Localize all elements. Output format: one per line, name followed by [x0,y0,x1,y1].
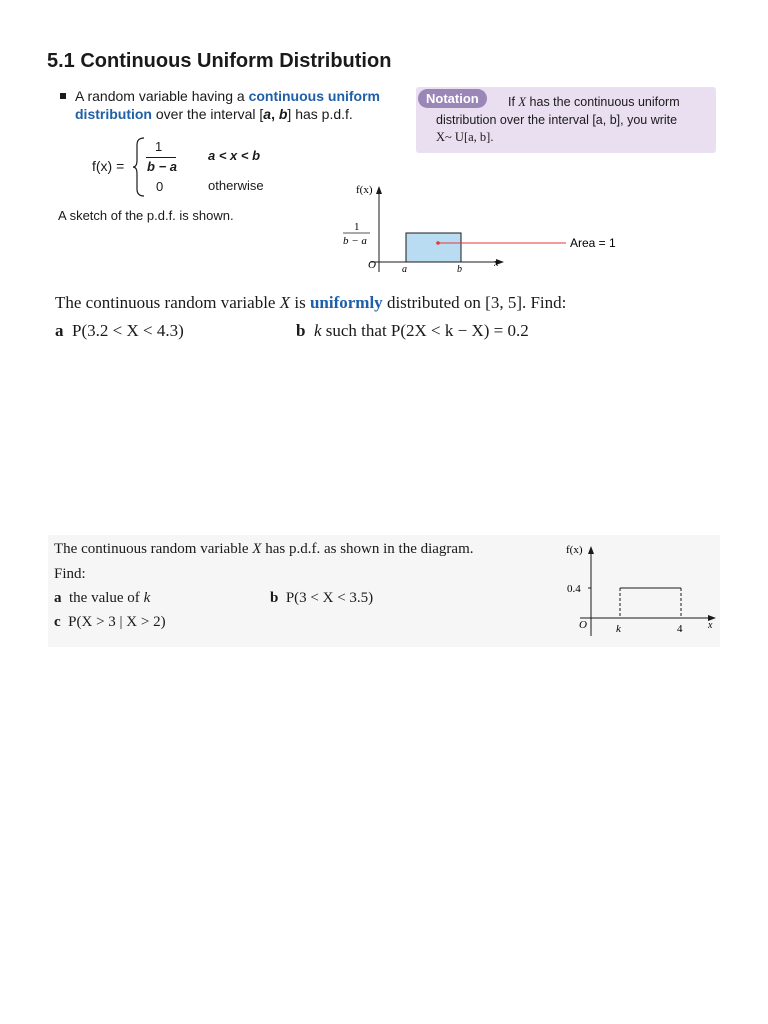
definition-line-1 [60,88,380,104]
diagram2-y-label: f(x) [566,544,583,556]
part-text: P(X > 3 | X > 2) [68,614,166,630]
section-title: 5.1 Continuous Uniform Distribution [47,50,392,72]
interval-comma: , [271,106,279,122]
diagram2-origin: O [579,619,587,631]
sketch-caption: A sketch of the p.d.f. is shown. [58,208,234,223]
pdf-fraction-bar [146,157,176,158]
question2-stem [54,541,474,558]
part-label: c [54,614,61,630]
question1-variable: X [279,293,291,312]
pdf-denominator: b − a [147,159,177,174]
bullet-icon [60,93,66,99]
notation-badge: Notation [418,89,487,108]
diagram2-height-label: 0.4 [567,583,581,595]
part-text: the value of [69,590,144,606]
question2-variable: X [252,541,262,557]
question2-find: Find: [54,566,86,582]
pdf-brace-icon [132,136,146,198]
notation-line-1 [508,95,680,110]
sketch-origin: O [368,259,376,271]
part-text: such that P(2X < k − X) = 0.2 [321,321,529,340]
definition-highlight: continuous uniform [248,88,380,104]
notation-line-3: X~ U[a, b]. [436,130,494,144]
y-axis-arrow-icon [376,186,382,194]
pdf-condition-1: a < x < b [208,148,261,163]
question2-text: has p.d.f. as shown in the diagram. [261,541,474,557]
notation-line-2: distribution over the interval [a, b], you write [436,113,678,127]
pdf-condition-2: otherwise [208,178,264,193]
uniform-pdf-sketch [330,180,630,276]
interval-b: b [278,106,288,122]
notation-box [416,87,716,153]
sketch-a-label: a [402,264,407,275]
part-variable: k [143,590,151,606]
area-pointer-dot [436,241,440,245]
part-text: P(3.2 < X < 4.3) [72,321,184,340]
pdf-area-rect [406,233,461,262]
question1-text: is [290,293,310,312]
question2-part-a [54,590,150,607]
diagram2-k-label: k [616,623,621,635]
question1-part-a [55,321,184,341]
sketch-height-num: 1 [354,221,360,233]
question1-part-b [296,321,529,341]
notation-text: If [508,95,519,109]
definition-line-2 [75,106,353,122]
definition-text: over the interval [ [152,106,264,122]
diagram2-y-arrow-icon [588,546,594,554]
part-label: a [54,590,62,606]
sketch-y-label: f(x) [356,184,373,196]
interval-a: a [263,106,272,122]
part-variable: k [313,321,322,340]
definition-text: ] has p.d.f. [287,106,353,122]
notation-variable: X [518,95,527,109]
diagram2-four-label: 4 [677,623,683,635]
question1-text: distributed on [3, 5]. Find: [382,293,567,312]
question2-text: The continuous random variable [54,541,253,557]
question1-text: The continuous random variable [55,293,280,312]
definition-highlight: distribution [75,106,152,122]
sketch-b-label: b [457,264,462,275]
question1-stem [55,293,566,313]
area-label: Area = 1 [570,236,616,250]
question2-part-c [54,614,166,631]
part-label: a [55,321,64,340]
notation-text: has the continuous uniform [526,95,680,109]
sketch-x-label: x [494,258,499,269]
question1-highlight: uniformly [309,293,383,312]
part-label: b [296,321,306,340]
question2-part-b [270,590,373,607]
part-label: b [270,590,279,606]
pdf-lhs: f(x) = [92,158,125,174]
pdf-numerator: 1 [155,139,163,154]
pdf-zero: 0 [156,179,164,194]
definition-text: A random variable having a [75,88,249,104]
diagram2-x-label: x [708,620,713,631]
part-text: P(3 < X < 3.5) [285,590,374,606]
question2-diagram [560,538,722,640]
sketch-height-den: b − a [343,235,367,247]
